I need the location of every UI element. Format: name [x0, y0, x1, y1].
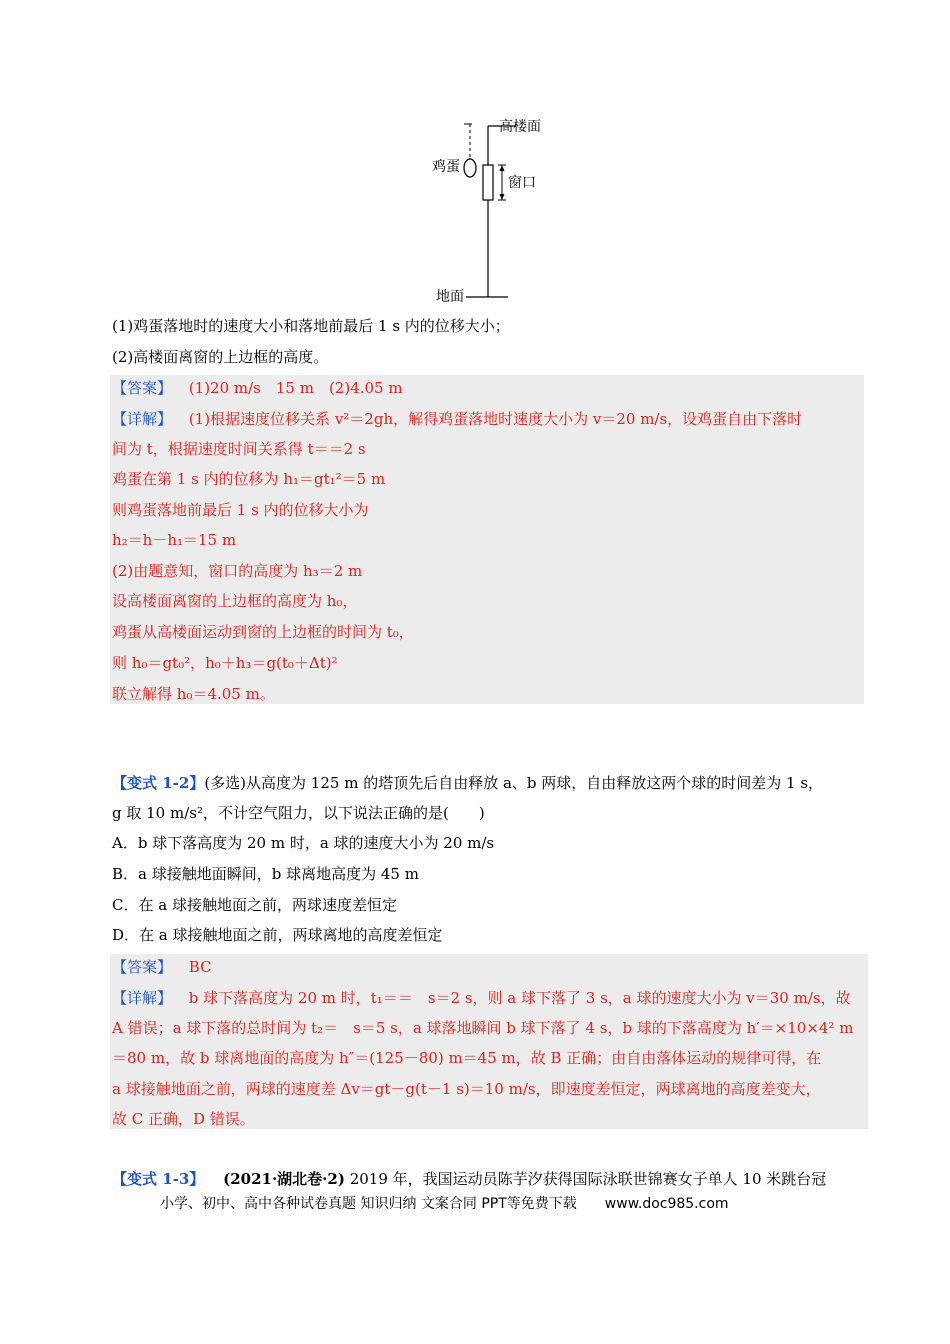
problem-2-line2: g 取 10 m/s²，不计空气阻力，以下说法正确的是( ): [112, 804, 485, 822]
detail-tag: 【详解】: [112, 410, 173, 428]
detail-text: b 球下落高度为 20 m 时，t₁＝＝ s＝2 s，则 a 球下落了 3 s，a 球的速度大小为 v＝30 m/s，故: [188, 989, 851, 1007]
detail-1-line5: h₂＝h－h₁＝15 m: [112, 531, 237, 549]
detail-1-line8: 鸡蛋从高楼面运动到窗的上边框的时间为 t₀，: [112, 623, 414, 641]
detail-2-line2: A 错误；a 球下落的总时间为 t₂＝ s＝5 s，a 球落地瞬间 b 球下落了 4 s，b 球的下落高度为 h′＝×10×4² m: [112, 1019, 854, 1037]
problem-2-tag: 【变式 1-2】: [112, 774, 205, 792]
label-egg: 鸡蛋: [432, 159, 460, 175]
option-d: D．在 a 球接触地面之前，两球离地的高度差恒定: [112, 926, 443, 944]
window-rect: [483, 165, 493, 200]
egg-fall-diagram: [420, 112, 560, 307]
question-1-part2: (2)高楼面离窗的上边框的高度。: [112, 348, 329, 366]
footer-url[interactable]: www.doc985.com: [604, 1196, 729, 1212]
detail-1-line4: 则鸡蛋落地前最后 1 s 内的位移大小为: [112, 501, 369, 519]
detail-text: (1)根据速度位移关系 v²＝2gh，解得鸡蛋落地时速度大小为 v＝20 m/s，设鸡蛋自由下落时: [188, 410, 803, 428]
detail-1-line2: 间为 t，根据速度时间关系得 t＝＝2 s: [112, 440, 366, 458]
answer-1: [112, 378, 403, 398]
problem-3-line1: [112, 1169, 826, 1189]
detail-1-line6: (2)由题意知，窗口的高度为 h₃＝2 m: [112, 562, 363, 580]
arrow-up-icon: [500, 165, 505, 171]
option-c: C．在 a 球接触地面之前，两球速度差恒定: [112, 896, 397, 914]
question-1-part1: (1)鸡蛋落地时的速度大小和落地前最后 1 s 内的位移大小；: [112, 317, 510, 335]
detail-tag: 【详解】: [112, 989, 173, 1007]
detail-2-line1: [112, 988, 851, 1008]
page-footer: [160, 1193, 729, 1213]
answer-text: (1)20 m/s 15 m (2)4.05 m: [188, 379, 403, 397]
solution-box-2: [110, 954, 868, 1129]
label-top-floor: 高楼面: [499, 119, 541, 135]
problem-3-text: 2019 年，我国运动员陈芋汐获得国际泳联世锦赛女子单人 10 米跳台冠: [349, 1170, 827, 1188]
problem-2-line1: [112, 773, 823, 793]
label-window: 窗口: [508, 175, 536, 191]
option-a: A．b 球下落高度为 20 m 时，a 球的速度大小为 20 m/s: [112, 834, 495, 852]
footer-text: 小学、初中、高中各种试卷真题 知识归纳 文案合同 PPT等免费下载: [160, 1196, 577, 1212]
answer-2: [112, 957, 212, 977]
problem-2-text: (多选)从高度为 125 m 的塔顶先后自由释放 a、b 两球，自由释放这两个球的时间差为 1 s，: [204, 774, 824, 792]
label-ground: 地面: [436, 289, 464, 305]
detail-1-line3: 鸡蛋在第 1 s 内的位移为 h₁＝gt₁²＝5 m: [112, 470, 386, 488]
detail-1-line9: 则 h₀＝gt₀²，h₀＋h₃＝g(t₀＋Δt)²: [112, 654, 338, 672]
detail-1-line10: 联立解得 h₀＝4.05 m。: [112, 685, 275, 703]
detail-2-line4: a 球接触地面之前，两球的速度差 Δv＝gt－g(t－1 s)＝10 m/s，即速度差恒定，两球离地的高度差变大，: [112, 1080, 821, 1098]
arrow-down-icon: [500, 194, 505, 200]
detail-1-line7: 设高楼面离窗的上边框的高度为 h₀，: [112, 592, 358, 610]
egg-icon: [464, 159, 476, 177]
detail-2-line3: ＝80 m，故 b 球离地面的高度为 h″＝(125－80) m＝45 m，故 B 正确；由自由落体运动的规律可得，在: [112, 1049, 822, 1067]
answer-tag: 【答案】: [112, 958, 173, 976]
answer-tag: 【答案】: [112, 379, 173, 397]
detail-1-line1: [112, 409, 802, 429]
answer-text: BC: [188, 958, 212, 976]
detail-2-line5: 故 C 正确，D 错误。: [112, 1110, 255, 1128]
option-b: B．a 球接触地面瞬间，b 球离地高度为 45 m: [112, 865, 419, 883]
problem-3-source: (2021·湖北卷·2): [223, 1170, 345, 1188]
problem-3-tag: 【变式 1-3】: [112, 1170, 205, 1188]
